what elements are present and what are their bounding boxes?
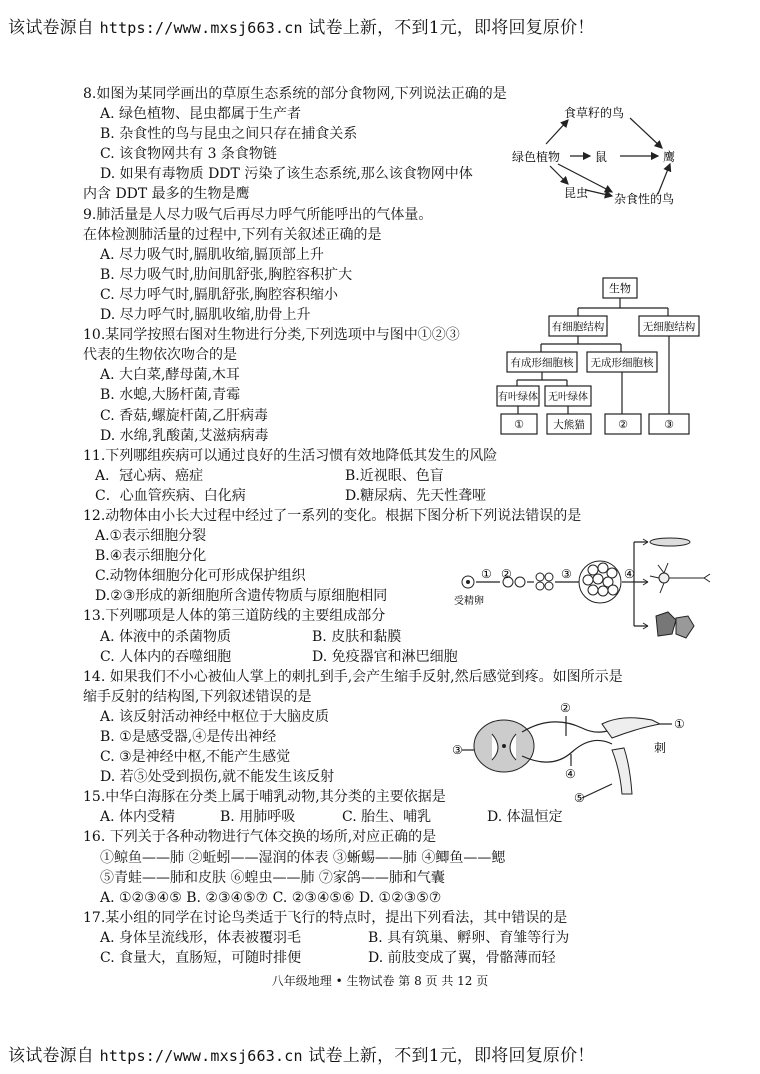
question-line: 16. 下列关于各种动物进行气体交换的场所,对应正确的是 — [83, 829, 437, 846]
cell-step-1: ① — [481, 567, 492, 581]
question-line: D. 若⑤处受到损伤,就不能发生该反射 — [100, 769, 335, 786]
question-line: D. 如果有毒物质 DDT 污染了该生态系统,那么该食物网中体 — [100, 166, 473, 183]
cls-leaf-panda: 大熊猫 — [553, 419, 585, 431]
cls-leaf-3: ③ — [664, 418, 674, 431]
question-line: A. 该反射活动神经中枢位于大脑皮质 — [100, 708, 330, 725]
banner-prefix: 该试卷源自 — [8, 1046, 94, 1066]
option-right: B. 皮肤和黏膜 — [312, 628, 402, 645]
option-left: A．冠心病、癌症 — [95, 467, 204, 484]
banner-url[interactable]: https://www.mxsj663.cn — [99, 19, 303, 37]
question-line — [83, 466, 643, 486]
question-line: C. 香菇,螺旋杆菌,乙肝病毒 — [100, 407, 269, 424]
question-line: A. ①②③④⑤ B. ②③④⑤⑦ C. ②③④⑤⑥ D. ①②③⑤⑦ — [100, 889, 442, 906]
question-line: 8.如图为某同学画出的草原生态系统的部分食物网,下列说法正确的是 — [83, 86, 507, 102]
question-line: C. 尽力呼气时,膈肌舒张,胸腔容积缩小 — [100, 286, 339, 303]
question-line — [83, 928, 643, 948]
muscle-cell — [650, 538, 690, 546]
question-line: 9.肺活量是人尽力吸气后再尽力呼气所能呼出的气体量。 — [83, 206, 433, 223]
cell-development-diagram — [448, 528, 718, 650]
page-footer: 八年级地理 • 生物试卷 第 8 页 共 12 页 — [271, 974, 489, 988]
option-right: D. 前肢变成了翼，骨骼薄而轻 — [368, 950, 556, 967]
cell-step-3: ③ — [561, 567, 572, 581]
option-left: A. 身体呈流线形，体表被覆羽毛 — [100, 929, 302, 946]
question-line: A. 绿色植物、昆虫都属于生产者 — [100, 106, 302, 123]
fw-node-mouse: 鼠 — [595, 150, 608, 164]
question-line: D. 水绵,乳酸菌,艾滋病病毒 — [100, 427, 269, 444]
question-line: 10.某同学按照右图对生物进行分类,下列选项中与图中①②③ — [83, 327, 460, 344]
fw-node-seed-bird: 食草籽的鸟 — [564, 106, 625, 120]
option-right: D.糖尿病、先天性聋哑 — [345, 487, 487, 504]
question-line: ①鲸鱼——肺 ②蚯蚓——湿润的体表 ③蜥蜴——肺 ④鲫鱼——鳃 — [100, 849, 506, 866]
question-line: B. ①是感受器,④是传出神经 — [100, 729, 277, 745]
cls-no-chloroplast: 无叶绿体 — [548, 392, 588, 403]
question-line: 13.下列哪项是人体的第三道防线的主要组成部分 — [83, 608, 386, 625]
question-line: 缩手反射的结构图,下列叙述错误的是 — [83, 688, 312, 705]
bottom-source-banner — [8, 1041, 595, 1066]
question-line: B.④表示细胞分化 — [95, 548, 207, 565]
banner-prefix: 该试卷源自 — [8, 18, 94, 38]
question-line: A.①表示细胞分裂 — [95, 528, 207, 545]
food-web-diagram — [508, 98, 708, 214]
arm-lower — [612, 748, 632, 794]
question-line: 15.中华白海豚在分类上属于哺乳动物,其分类的主要依据是 — [83, 789, 446, 806]
option-right: B.近视眼、色盲 — [345, 467, 444, 484]
question-line: 11.下列哪组疾病可以通过良好的生活习惯有效地降低其发生的风险 — [83, 447, 498, 464]
question-line: C. 该食物网共有 3 条食物链 — [100, 146, 277, 163]
banner-suffix: 试卷上新，不到1元，即将回复原价！ — [308, 1046, 595, 1066]
question-line: D.②③形成的新细胞所含遗传物质与原细胞相同 — [95, 588, 388, 605]
reflex-label-4: ④ — [565, 767, 576, 781]
question-line: B. 杂食性的鸟与昆虫之间只存在捕食关系 — [100, 126, 358, 143]
question-line: D. 尽力呼气时,膈肌收缩,肋骨上升 — [100, 307, 311, 324]
fw-node-insect: 昆虫 — [564, 186, 589, 200]
cls-no-nucleus: 无成形细胞核 — [590, 357, 654, 369]
question-line: 14. 如果我们不小心被仙人掌上的刺扎到手,会产生缩手反射,然后感觉到疼。如图所示是 — [83, 668, 623, 685]
cls-root: 生物 — [609, 282, 631, 295]
neuron-cell — [650, 563, 710, 593]
option-left: C. 食量大，直肠短，可随时排便 — [100, 950, 302, 967]
cls-leaf-2: ② — [618, 418, 628, 431]
fw-node-plant: 绿色植物 — [512, 150, 561, 164]
option: C. 胎生、哺乳 — [342, 809, 432, 826]
cell-step-2: ② — [501, 567, 512, 581]
question-line: 内含 DDT 最多的生物是鹰 — [83, 186, 250, 203]
cell-egg-label: 受精卵 — [454, 596, 484, 607]
reflex-label-5: ⑤ — [574, 791, 585, 805]
classification-diagram — [493, 276, 705, 440]
cls-acellular: 无细胞结构 — [642, 321, 696, 333]
question-line — [83, 807, 643, 827]
question-line: 17.某小组的同学在讨论鸟类适于飞行的特点时，提出下列看法，其中错误的是 — [83, 909, 568, 926]
option-left: A. 体液中的杀菌物质 — [100, 628, 232, 645]
cls-cellular: 有细胞结构 — [551, 321, 605, 333]
question-line: C. ③是神经中枢,不能产生感觉 — [100, 749, 291, 766]
option-right: D. 免疫器官和淋巴细胞 — [312, 648, 458, 665]
option: B. 用肺呼吸 — [220, 809, 296, 826]
fw-node-omnivore-bird: 杂食性的鸟 — [614, 192, 675, 206]
cell-step-4: ④ — [624, 567, 635, 581]
reflex-thorn-label: 刺 — [654, 741, 667, 755]
banner-suffix: 试卷上新，不到1元，即将回复原价！ — [308, 18, 595, 38]
cls-nucleus: 有成形细胞核 — [510, 357, 574, 369]
cls-chloroplast: 有叶绿体 — [498, 392, 538, 403]
option: A. 体内受精 — [100, 809, 176, 826]
option-left: C．心血管疾病、白化病 — [95, 487, 246, 504]
question-line: ⑤青蛙——肺和皮肤 ⑥蝗虫——肺 ⑦家鸽——肺和气囊 — [100, 869, 445, 886]
cls-leaf-1: ① — [514, 418, 524, 431]
arm-upper — [602, 718, 660, 738]
question-line: A. 尽力吸气时,膈肌收缩,膈顶部上升 — [100, 246, 324, 263]
option-right: B. 具有筑巢、孵卵、育雏等行为 — [368, 929, 570, 946]
reflex-arc-diagram — [452, 694, 698, 808]
option-left: C. 人体内的吞噬细胞 — [100, 648, 232, 665]
question-line: 在体检测肺活量的过程中,下列有关叙述正确的是 — [83, 226, 382, 243]
question-content — [83, 84, 643, 968]
option: D. 体温恒定 — [487, 809, 563, 826]
fw-node-hawk: 鹰 — [663, 150, 676, 164]
question-line: C.动物体细胞分化可形成保护组织 — [95, 568, 306, 585]
banner-url[interactable]: https://www.mxsj663.cn — [99, 1047, 303, 1065]
question-line: B. 尽力吸气时,肋间肌舒张,胸腔容积扩大 — [100, 266, 353, 283]
cell-cluster — [579, 561, 621, 603]
top-source-banner — [8, 13, 595, 38]
reflex-label-2: ② — [560, 701, 571, 715]
question-line — [83, 486, 643, 506]
question-line — [83, 948, 643, 968]
question-line: 12.动物体由小长大过程中经过了一系列的变化。根据下图分析下列说法错误的是 — [83, 507, 582, 524]
question-line: 代表的生物依次吻合的是 — [83, 347, 237, 364]
epithelial-cells — [656, 612, 694, 638]
reflex-label-3: ③ — [452, 743, 463, 757]
question-line: B. 水螅,大肠杆菌,青霉 — [100, 387, 241, 404]
question-line: A. 大白菜,酵母菌,木耳 — [100, 367, 240, 384]
reflex-label-1: ① — [674, 717, 685, 731]
